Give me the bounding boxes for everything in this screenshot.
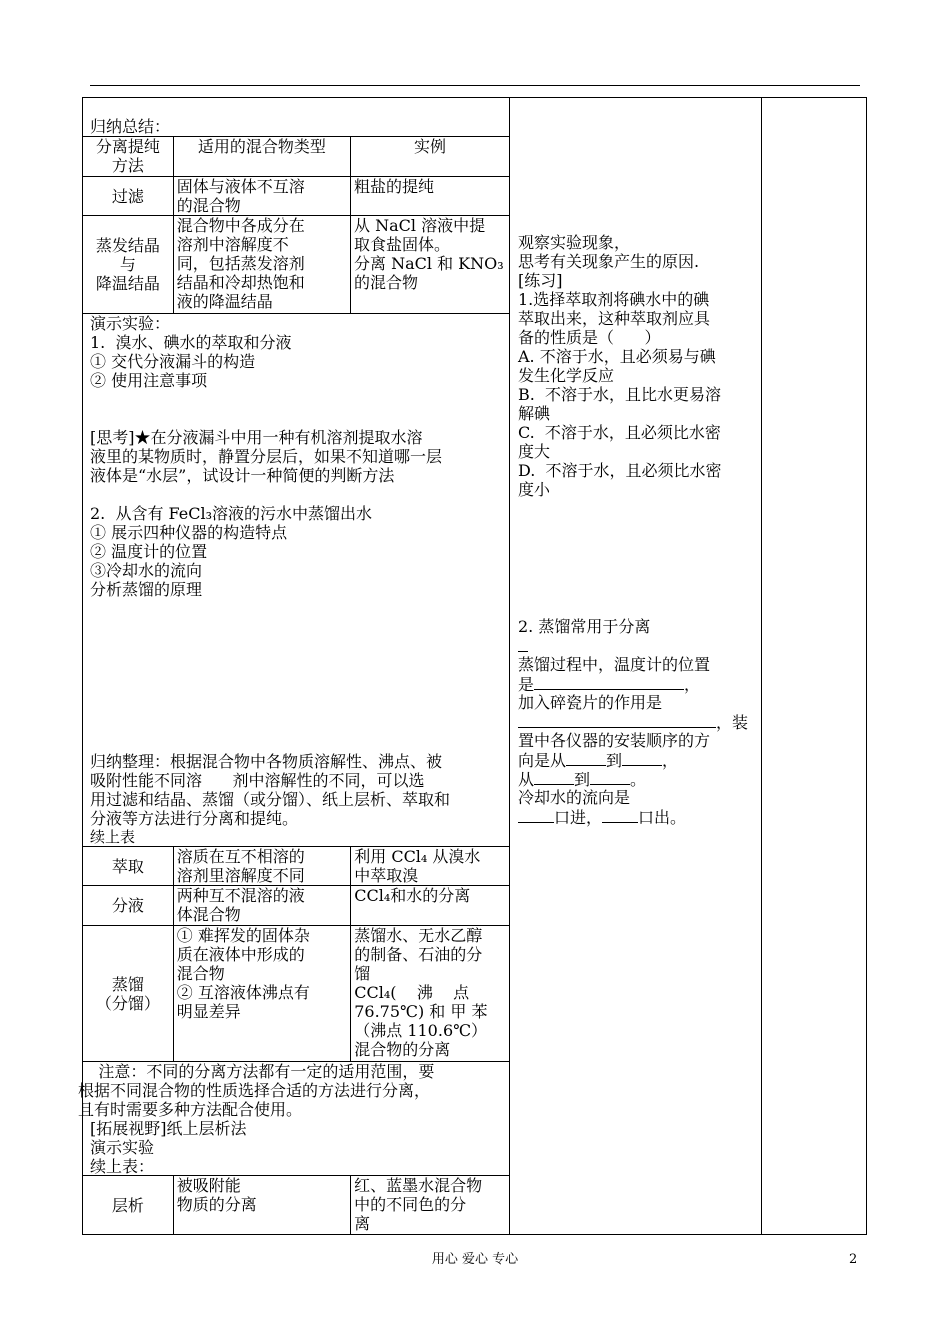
methods-table-2 (82, 846, 510, 1062)
conclusion-text: 归纳整理：根据混合物中各物质溶解性、沸点、被 吸附性能不同溶 剂中溶解性的不同，可以选 用过滤和结晶、蒸馏（或分馏）、纸上层析、萃取和 分液等方法进行分离和提纯。 (90, 752, 451, 828)
question-2-blank-0[interactable] (518, 636, 528, 656)
table-cell: 混合物中各成分在 溶剂中溶解度不 同，包括蒸发溶剂 结晶和冷却热饱和 液的降温结晶 (173, 216, 350, 314)
think-question: [思考]★在分液漏斗中用一种有机溶剂提取水溶 液里的某物质时，静置分层后，如果不知道哪一层 液体是“水层”，试设计一种简便的判断方法 (90, 428, 443, 485)
note-text: 注意：不同的分离方法都有一定的适用范围，要 根据不同混合物的性质选择合适的方法进行分离， 且有时需要多种方法配合使用。 (78, 1062, 435, 1119)
demo-experiment-2: 2. 从含有 FeCl₃溶液的污水中蒸馏出水 ① 展示四种仪器的构造特点 ② 温度计的位置 ③冷却水的流向 分析蒸馏的原理 (90, 504, 372, 599)
header-type: 适用的混合物类型 (173, 137, 350, 177)
table-cell: 蒸馏水、无水乙醇 的制备、石油的分 馏 CCl₄( 沸 点 76.75℃) 和 甲 苯 （沸点 110.6℃） 混合物的分离 (351, 926, 510, 1062)
question-2-line-4: ，装 (518, 712, 748, 732)
answer-blank[interactable] (566, 750, 606, 766)
expand-section: [拓展视野]纸上层析法 演示实验 续上表： (90, 1119, 247, 1176)
table-cell: 萃取 (83, 847, 174, 886)
answer-blank[interactable] (518, 712, 716, 728)
question-2-line-6: 向是从 到 ， (518, 751, 679, 770)
table-cell: 蒸发结晶 与 降温结晶 (83, 216, 174, 314)
answer-blank[interactable] (622, 750, 662, 766)
answer-blank[interactable] (602, 807, 638, 823)
table-row (83, 1176, 510, 1235)
summary-heading: 归纳总结： (90, 117, 171, 136)
answer-blank[interactable] (518, 636, 528, 652)
question-2-title: 2. 蒸馏常用于分离 (518, 617, 651, 636)
question-2-line-5: 置中各仪器的安装顺序的方 (518, 731, 711, 750)
observe-text: 观察实验现象， 思考有关现象产生的原因. (518, 233, 700, 271)
table-row (83, 177, 510, 216)
continued-label-1: 续上表 (90, 828, 136, 846)
table-cell: 层析 (83, 1176, 174, 1235)
answer-blank[interactable] (534, 769, 574, 785)
header-method: 分离提纯 方法 (83, 137, 174, 177)
header-example: 实例 (351, 137, 510, 177)
question-2-line-2: 是 ， (518, 675, 701, 694)
methods-table-3 (82, 1175, 510, 1235)
table-cell: 红、蓝墨水混合物 中的不同色的分 离 (351, 1176, 510, 1235)
table-cell: 固体与液体不互溶 的混合物 (173, 177, 350, 216)
column-divider-2 (761, 97, 762, 1235)
header-rule (90, 85, 860, 86)
table-row (83, 926, 510, 1062)
answer-blank[interactable] (590, 769, 630, 785)
answer-blank[interactable] (518, 807, 554, 823)
question-1: 1.选择萃取剂将碘水中的碘 萃取出来，这种萃取剂应具 备的性质是（ ） A. 不溶于水，且必须易与碘 发生化学反应 B. 不溶于水，且比水更易溶 解碘 C. 不溶于水，且必须比水密 度大 D. 不溶于水，且必须比水密 度小 (518, 290, 722, 499)
table-cell: 从 NaCl 溶液中提 取食盐固体。 分离 NaCl 和 KNO₃ 的混合物 (351, 216, 510, 314)
demo-experiment-1: 演示实验： 1. 溴水、碘水的萃取和分液 ① 交代分液漏斗的构造 ② 使用注意事项 (90, 314, 292, 390)
table-header-row (83, 137, 510, 177)
table-row (83, 216, 510, 314)
methods-table-1 (82, 136, 510, 314)
table-cell: 利用 CCl₄ 从溴水 中萃取溴 (351, 847, 510, 886)
table-cell: 粗盐的提纯 (351, 177, 510, 216)
answer-blank[interactable] (534, 674, 684, 690)
table-row (83, 847, 510, 886)
question-2-line-3: 加入碎瓷片的作用是 (518, 693, 663, 712)
table-cell: 两种互不混溶的液 体混合物 (173, 886, 351, 926)
page-footer: 用心 爱心 专心 (431, 1252, 519, 1267)
table-cell: ① 难挥发的固体杂 质在液体中形成的 混合物 ② 互溶液体沸点有 明显差异 (173, 926, 351, 1062)
table-cell: 分液 (83, 886, 174, 926)
question-2-line-7: 从 到 。 (518, 770, 647, 789)
question-2-line-1: 蒸馏过程中，温度计的位置 (518, 655, 711, 674)
question-2-line-9: 口进， 口出。 (518, 807, 686, 827)
question-2-line-8: 冷却水的流向是 (518, 788, 631, 807)
table-row (83, 886, 510, 926)
table-cell: CCl₄和水的分离 (351, 886, 510, 926)
table-cell: 蒸馏 （分馏） (83, 926, 174, 1062)
table-cell: 溶质在互不相溶的 溶剂里溶解度不同 (173, 847, 351, 886)
table-cell: 被吸附能 物质的分离 (173, 1176, 350, 1235)
table-cell: 过滤 (83, 177, 174, 216)
practice-tag: [练习] (518, 271, 563, 290)
page-number: 2 (849, 1252, 858, 1267)
